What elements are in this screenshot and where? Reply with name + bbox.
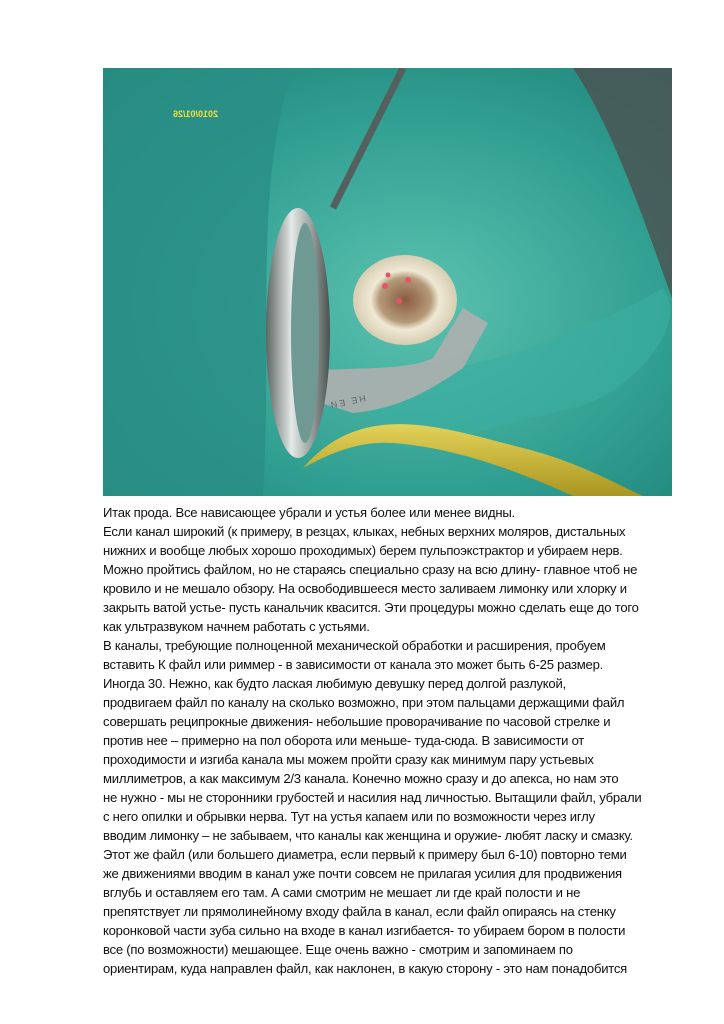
text-line: против нее – примерно на пол оборота или меньше- туда-сюда. В зависимости от xyxy=(103,733,585,748)
text-line: миллиметров, а как максимум 2/3 канала. Конечно можно сразу и до апекса, но нам это xyxy=(103,771,619,786)
text-line: совершать реципрокные движения- небольшие проворачивание по часовой стрелке и xyxy=(103,714,611,729)
text-line: ориентирам, куда направлен файл, как наклонен, в какую сторону - это нам понадобится xyxy=(103,961,627,976)
text-line: с него опилки и обрывки нерва. Тут на устья капаем или по возможности через иглу xyxy=(103,809,595,824)
text-line: продвигаем файл по каналу на сколько возможно, при этом пальцами держащими файл xyxy=(103,695,625,710)
text-line: же движениями вводим в канал уже почти совсем не прилагая усилия для продвижения xyxy=(103,866,622,881)
text-line: В каналы, требующие полноценной механической обработки и расширения, пробуем xyxy=(103,638,606,653)
dental-photo xyxy=(103,68,672,496)
text-line: Можно пройтись файлом, но не стараясь специально сразу на всю длину- главное чтоб не xyxy=(103,562,638,577)
date-stamp: 2010/01/26 xyxy=(172,109,218,119)
dental-photo-illustration xyxy=(103,68,672,496)
text-line: вглубь и оставляем его там. А сами смотрим не мешает ли где край полости и не xyxy=(103,885,581,900)
text-line: закрыть ватой устье- пусть канальчик квасится. Эти процедуры можно сделать еще до того xyxy=(103,600,639,615)
text-line: Если канал широкий (к примеру, в резцах, клыках, небных верхних моляров, дистальных xyxy=(103,524,626,539)
text-line: нижних и вообще любых хорошо проходимых) берем пульпоэкстрактор и убираем нерв. xyxy=(103,543,623,558)
text-line: коронковой части зуба сильно на входе в канал изгибается- то убираем бором в полости xyxy=(103,923,626,938)
text-line: Иногда 30. Нежно, как будто лаская любимую девушку перед долгой разлукой, xyxy=(103,676,566,691)
text-line: все (по возможности) мешающее. Еще очень важно - смотрим и запоминаем по xyxy=(103,942,573,957)
text-line: Этот же файл (или большего диаметра, если первый к примеру был 6-10) повторно теми xyxy=(103,847,627,862)
text-line: вводим лимонку – не забываем, что каналы как женщина и оружие- любят ласку и смазку. xyxy=(103,828,633,843)
text-line: не нужно - мы не сторонники грубостей и насилия над личностью. Вытащили файл, убрали xyxy=(103,790,642,805)
text-line: Итак прода. Все нависающее убрали и устья более или менее видны. xyxy=(103,505,515,520)
article-body xyxy=(103,503,675,978)
text-line: проходимости и изгиба канала мы можем пройти сразу как минимум пару устьевых xyxy=(103,752,594,767)
text-line: как ультразвуком начнем работать с устьями. xyxy=(103,619,370,634)
clamp-engraving: HE EN xyxy=(327,393,367,411)
text-line: вставить К файл или риммер - в зависимости от канала это может быть 6-25 размер. xyxy=(103,657,604,672)
text-line: препятствует ли прямолинейному входу файла в канал, если файл опираясь на стенку xyxy=(103,904,616,919)
text-line: кровило и не мешало обзору. На освободившееся место заливаем лимонку или хлорку и xyxy=(103,581,627,596)
